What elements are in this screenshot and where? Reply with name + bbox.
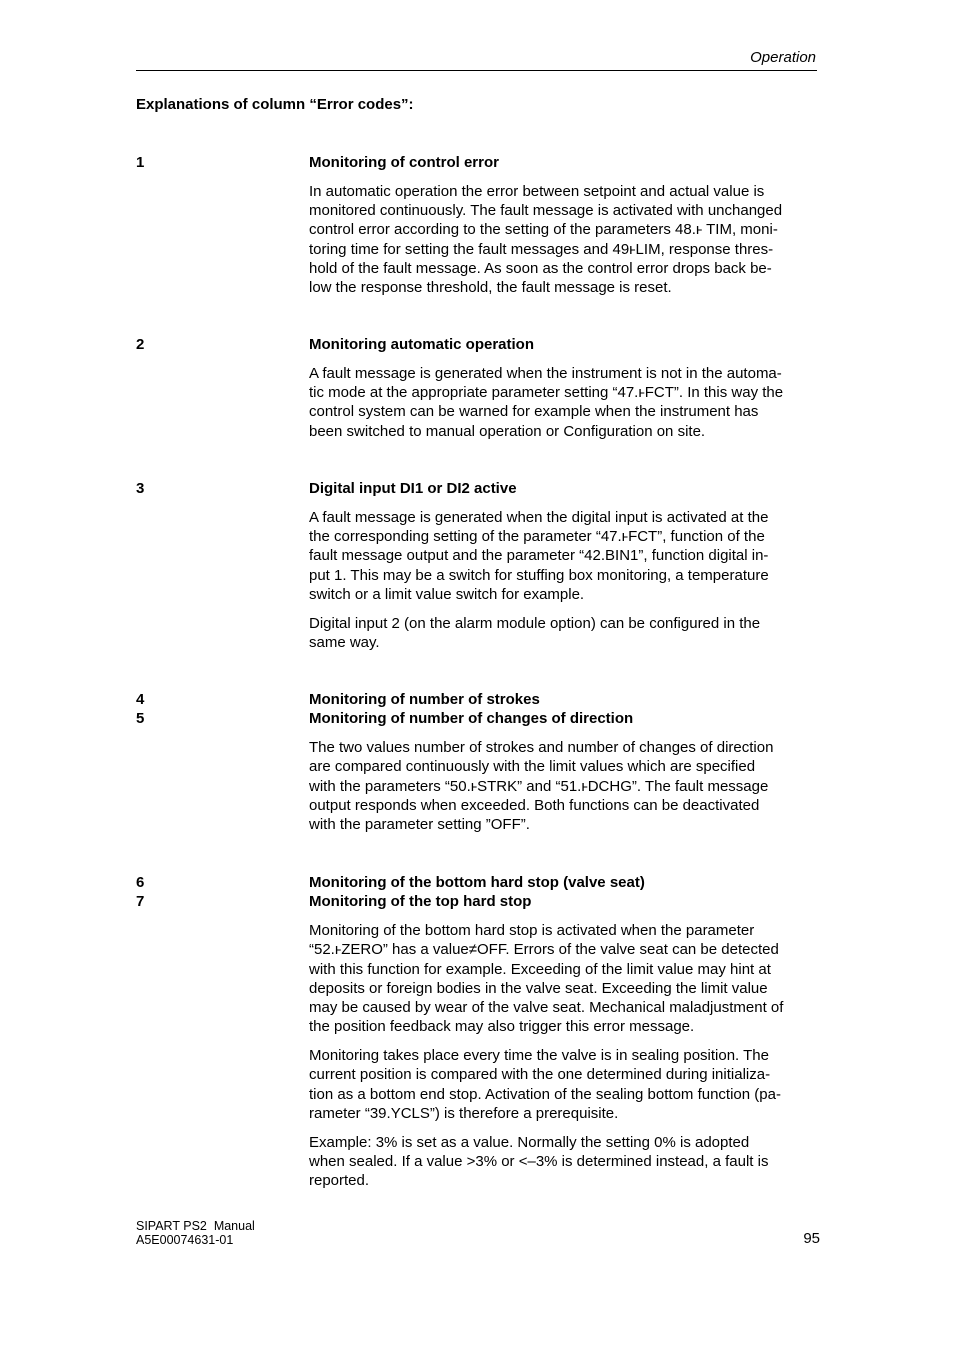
- error-code-number: 4 5: [136, 691, 145, 728]
- entry-content: [309, 335, 820, 441]
- entry-title: Monitoring automatic operation: [309, 336, 534, 353]
- entry-content: [309, 690, 820, 834]
- entry-paragraph: Monitoring takes place every time the valve is in sealing position. The current position is compared with the one determined during initializa- tion as a bottom end stop. Activation of the sealing bottom function (pa- rameter “39.YCLS”) is therefore a prerequisite.: [309, 1047, 781, 1122]
- entry-paragraph: Example: 3% is set as a value. Normally the setting 0% is adopted when sealed. If a value >3% or <–3% is determined instead, a fault is reported.: [309, 1133, 769, 1190]
- footer-document-info: [136, 1219, 255, 1247]
- entry-paragraph: In automatic operation the error between setpoint and actual value is monitored continuously. The fault message is activated with unchanged control error according to the setting of the parameters 48.ⱶ TIM, moni- toring time for setting the fault messages and 49ⱶLIM, response thres- hold of the fault message. As soon as the control error drops back be- low the response threshold, the fault message is reset.: [309, 183, 783, 297]
- entry-title: Monitoring of control error: [309, 154, 499, 171]
- error-code-number: 2: [136, 336, 145, 353]
- entry-paragraph: Monitoring of the bottom hard stop is activated when the parameter “52.ⱶZERO” has a value≠OFF. Errors of the valve seat can be detected with this function for example. Exceeding of the limit value may hint at deposits or foreign bodies in the valve seat. Exceeding the limit value may be caused by wear of the valve seat. Mechanical maladjustment of the position feedback may also trigger this error message.: [309, 922, 784, 1036]
- entry-paragraph: Digital input 2 (on the alarm module option) can be configured in the same way.: [309, 614, 761, 652]
- error-code-number: 1: [136, 154, 145, 171]
- entry-title: Monitoring of the bottom hard stop (valve seat) Monitoring of the top hard stop: [309, 874, 645, 911]
- entry-content: [309, 479, 820, 652]
- running-header: Operation: [750, 49, 816, 66]
- entry-paragraph: A fault message is generated when the instrument is not in the automa- tic mode at the appropriate parameter setting “47.ⱶFCT”. In this way the control system can be warned for example when the instrument has been switched to manual operation or Configuration on site.: [309, 365, 784, 440]
- footer-doc-number: A5E00074631-01: [136, 1233, 234, 1247]
- entry-content: [309, 873, 820, 1190]
- entry-title: Monitoring of number of strokes Monitoring of number of changes of direction: [309, 691, 634, 728]
- header-rule: [136, 70, 817, 71]
- entry-title: Digital input DI1 or DI2 active: [309, 480, 517, 497]
- entry-content: [309, 153, 820, 297]
- error-code-number: 6 7: [136, 874, 145, 911]
- entry-paragraph: A fault message is generated when the digital input is activated at the the corresponding setting of the parameter “47.ⱶFCT”, function of the fault message output and the parameter “42.BIN1”, function digital in- put 1. This may be a switch for stuffing box monitoring, a temperature switch or a limit value switch for example.: [309, 509, 769, 603]
- section-heading: Explanations of column “Error codes”:: [136, 96, 414, 113]
- error-code-number: 3: [136, 480, 145, 497]
- page-number: 95: [803, 1230, 820, 1247]
- footer-manual-title: SIPART PS2 Manual: [136, 1219, 255, 1233]
- entry-paragraph: The two values number of strokes and number of changes of direction are compared continuously with the limit values which are specified with the parameters “50.ⱶSTRK” and “51.ⱶDCHG”. The fault message output responds when exceeded. Both functions can be deactivated with the parameter setting ”OFF”.: [309, 739, 774, 834]
